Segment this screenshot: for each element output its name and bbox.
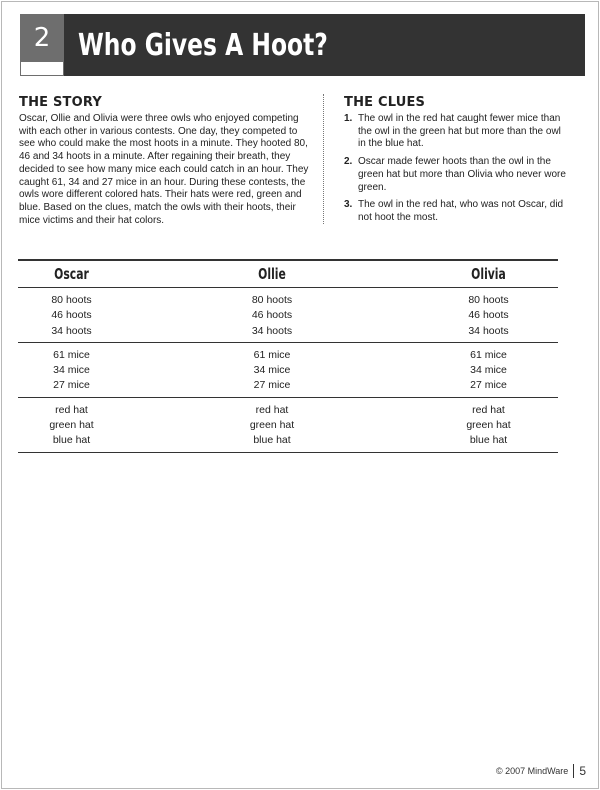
title-bar — [64, 14, 585, 76]
grid-cell — [125, 293, 419, 339]
puzzle-number-underbar — [20, 62, 64, 76]
footer-separator — [573, 764, 574, 778]
option-mice[interactable]: 27 mice — [53, 379, 90, 392]
clues-list — [344, 113, 569, 230]
option-hoots[interactable]: 80 hoots — [251, 294, 293, 306]
option-mice[interactable]: 34 mice — [53, 364, 90, 377]
option-mice[interactable]: 34 mice — [470, 364, 507, 377]
story-text: Oscar, Ollie and Olivia were three owls who enjoyed competing with each other in various contests. One day, they competed to see who could make the most hoots in a minute. They hooted 80, 46 and 34 hoots in a minute. After regaining their breath, they decided to see how many mice each could catch in an hour. They caught 61, 34 and 27 mice in an hour. During these contests, the owls wore different colored hats. Their hats were red, green and blue. Based on the clues, match the owls with their hoots, their mice victims and their hat colors. — [19, 113, 309, 226]
puzzle-number-text: 2 — [33, 23, 51, 53]
clue-number: 3. — [344, 199, 353, 211]
logic-grid — [18, 259, 558, 453]
page-title: Who Gives A Hoot? — [78, 27, 328, 63]
grid-cell — [419, 293, 558, 339]
copyright-text: © 2007 MindWare — [495, 766, 569, 776]
clue-item — [344, 113, 569, 151]
clue-number: 1. — [344, 113, 353, 124]
grid-row-hats — [18, 398, 558, 452]
clues-heading: THE CLUES — [344, 95, 426, 110]
option-hat[interactable]: green hat — [466, 419, 511, 432]
puzzle-number — [20, 14, 64, 62]
grid-cell — [18, 293, 125, 339]
option-mice[interactable]: 27 mice — [253, 379, 291, 392]
option-hat[interactable]: red hat — [472, 403, 505, 416]
option-hoots[interactable]: 34 hoots — [468, 324, 509, 337]
story-heading: THE STORY — [19, 95, 102, 110]
owl-header-oscar: Oscar — [54, 265, 89, 283]
grid-cell — [18, 403, 125, 449]
option-hat[interactable]: red hat — [255, 403, 289, 416]
clue-text: Oscar made fewer hoots than the owl in the green hat but more than Olivia who never wore green. — [358, 156, 566, 193]
grid-header-row — [18, 261, 558, 287]
option-hoots[interactable]: 46 hoots — [51, 309, 92, 322]
option-mice[interactable]: 34 mice — [253, 364, 291, 377]
option-hat[interactable]: red hat — [55, 403, 88, 416]
column-divider — [323, 94, 324, 224]
option-hat[interactable]: blue hat — [52, 434, 91, 447]
owl-header-olivia: Olivia — [471, 265, 506, 283]
clue-text: The owl in the red hat caught fewer mice than the owl in the green hat but more than the owl in the blue hat. — [358, 113, 561, 150]
option-mice[interactable]: 61 mice — [253, 348, 291, 361]
option-mice[interactable]: 27 mice — [470, 379, 507, 392]
option-hat[interactable]: blue hat — [253, 434, 291, 447]
clue-text: The owl in the red hat, who was not Oscar, did not hoot the most. — [358, 199, 564, 223]
option-mice[interactable]: 61 mice — [53, 348, 90, 361]
owl-header-ollie: Ollie — [258, 265, 286, 283]
option-hoots[interactable]: 80 hoots — [468, 294, 509, 306]
grid-cell — [419, 403, 558, 449]
option-hat[interactable]: green hat — [49, 419, 94, 432]
option-mice[interactable]: 61 mice — [470, 348, 507, 361]
option-hat[interactable]: green hat — [249, 419, 295, 432]
grid-cell — [125, 403, 419, 449]
option-hoots[interactable]: 46 hoots — [468, 309, 509, 322]
grid-cell — [125, 348, 419, 394]
option-hoots[interactable]: 46 hoots — [251, 309, 293, 322]
grid-row-mice — [18, 343, 558, 397]
grid-cell — [18, 348, 125, 394]
clue-item — [344, 156, 569, 194]
clue-number: 2. — [344, 156, 353, 168]
grid-row-hoots — [18, 288, 558, 342]
option-hoots[interactable]: 34 hoots — [51, 324, 92, 337]
grid-cell — [419, 348, 558, 394]
option-hoots[interactable]: 80 hoots — [51, 294, 92, 306]
page-number: 5 — [579, 764, 586, 778]
page-footer — [496, 764, 586, 778]
option-hoots[interactable]: 34 hoots — [251, 324, 293, 337]
clue-item — [344, 199, 569, 224]
option-hat[interactable]: blue hat — [469, 434, 508, 447]
grid-bottom-rule — [18, 452, 558, 453]
